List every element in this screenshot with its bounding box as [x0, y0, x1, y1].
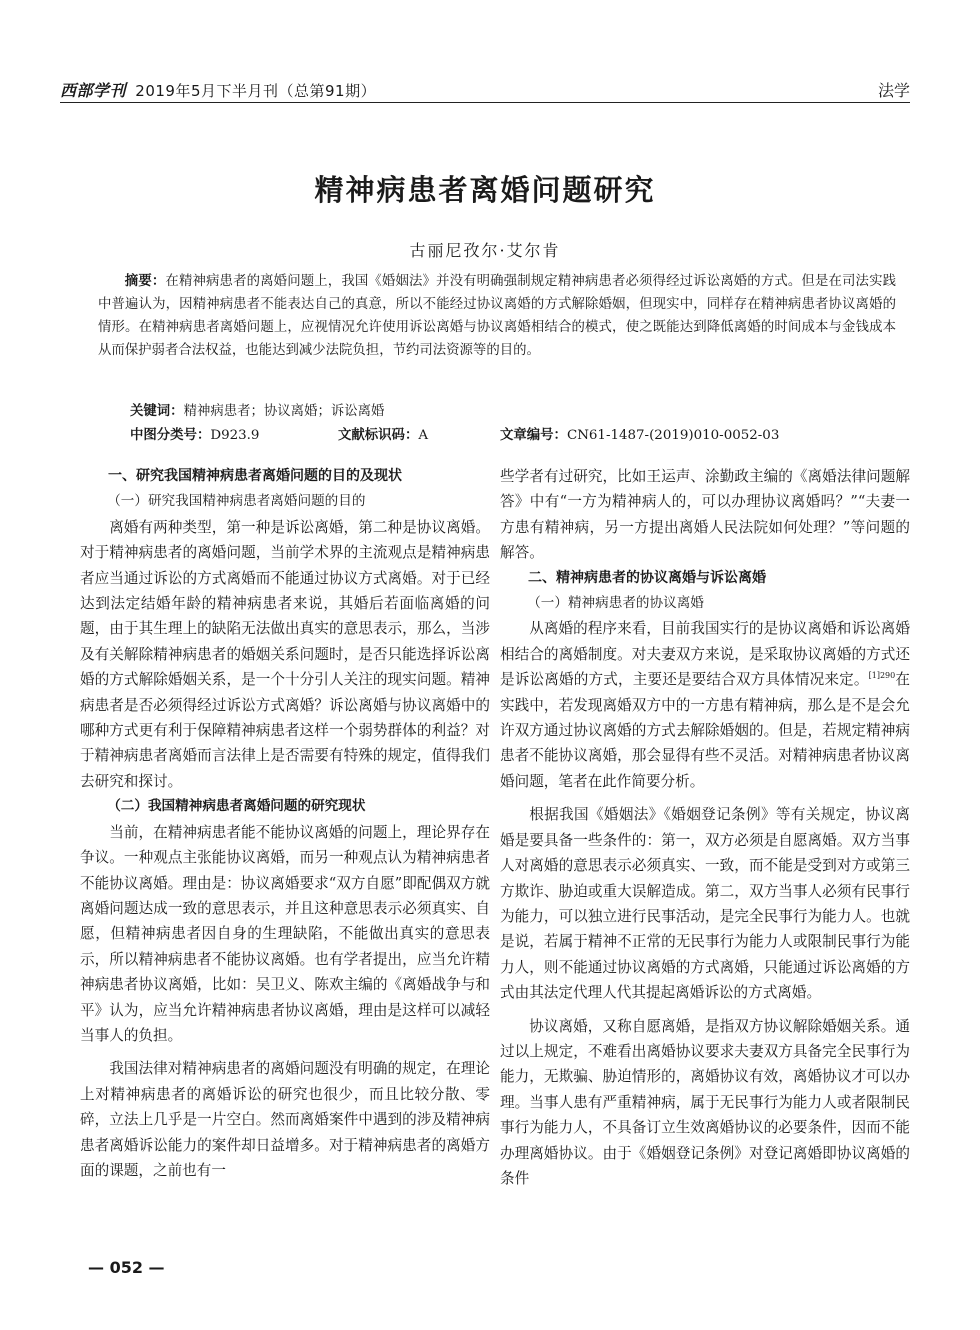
paragraph: 当前，在精神病患者能不能协议离婚的问题上，理论界存在争议。一种观点主张能协议离婚，而另一种观点认为精神病患者不能协议离婚。理由是：协议离婚要求“双方自愿”即配偶双方就离婚问题达成一致的意思表示，并且这种意思表示必须真实、自愿，但精神病患者因自身的生理缺陷，不能做出真实的意思表示，所以精神病患者不能协议离婚。也有学者提出，应当允许精神病患者协议离婚，比如：吴卫义、陈欢主编的《离婚战争与和平》认为，应当允许精神病患者协议离婚，理由是这样可以减轻当事人的负担。: [80, 823, 490, 1044]
citation: [1]290: [868, 671, 896, 681]
subsection-heading-2-1: （一）精神病患者的协议离婚: [527, 595, 704, 612]
article-value: CN61-1487-(2019)010-0052-03: [566, 428, 780, 443]
article-title: 精神病患者离婚问题研究: [314, 173, 656, 207]
subsection-heading-1-1: （一）研究我国精神病患者离婚问题的目的: [107, 493, 366, 510]
subsection-heading-1-2: （二）我国精神病患者离婚问题的研究现状: [107, 798, 366, 815]
article-author: 古丽尼孜尔·艾尔肯: [409, 241, 561, 260]
keywords: [130, 400, 890, 423]
keywords-text: 精神病患者；协议离婚；诉讼离婚: [183, 404, 385, 419]
abstract-text: 在精神病患者的离婚问题上，我国《婚姻法》并没有明确强制规定精神病患者必须得经过诉讼离婚的方式。但是在司法实践中普遍认为，因精神病患者不能表达自己的真意，所以不能经过协议离婚的方式解除婚姻，但现实中，同样存在精神病患者协议离婚的情形。在精神病患者离婚问题上，应视情况允许使用诉讼离婚与协议离婚相结合的模式，使之既能达到降低离婚的时间成本与金钱成本从而保护弱者合法权益，也能达到减少法院负担，节约司法资源等的目的。: [98, 274, 897, 358]
paragraph-text: 在实践中，若发现离婚双方中的一方患有精神病，那么是不是会允许双方通过协议离婚的方式去解除婚姻的。但是，若规定精神病患者不能协议离婚，那会显得有些不灵活。对精神病患者协议离婚问题，笔者在此作简要分析。: [500, 671, 910, 790]
clc-value: D923.9: [210, 428, 260, 443]
clc-number: [130, 424, 259, 447]
paragraph: [500, 616, 910, 794]
issue-info: 2019年5月下半月刊（总第91期）: [135, 82, 377, 100]
keywords-label: 关键词：: [130, 404, 184, 419]
classification-row: [130, 424, 910, 447]
paragraph: 根据我国《婚姻法》《婚姻登记条例》等有关规定，协议离婚是要具备一些条件的：第一，双方必须是自愿离婚。双方当事人对离婚的意思表示必须真实、一致，而不能是受到对方或第三方欺诈、胁迫或重大误解造成。第二，双方当事人必须有民事行为能力，可以独立进行民事活动，是完全民事行为能力人。也就是说，若属于精神不正常的无民事行为能力人或限制民事行为能力人，则不能通过协议离婚的方式离婚，只能通过诉讼离婚的方式由其法定代理人代其提起离婚诉讼的方式离婚。: [500, 806, 910, 1002]
section-heading-2: 二、精神病患者的协议离婚与诉讼离婚: [528, 569, 766, 586]
paragraph: 协议离婚，又称自愿离婚，是指双方协议解除婚姻关系。通过以上规定，不难看出离婚协议要求夫妻双方具备完全民事行为能力，无欺骗、胁迫情形的，离婚协议有效，离婚协议才可以办理。当事人患有严重精神病，属于无民事行为能力人或者限制民事行为能力人，不具备订立生效离婚协议的必要条件，因而不能办理离婚协议。由于《婚姻登记条例》对登记离婚即协议离婚的条件: [500, 1017, 910, 1187]
page-number: — 052 —: [88, 1258, 165, 1277]
paragraph-text: 从离婚的程序来看，目前我国实行的是协议离婚和诉讼离婚相结合的离婚制度。对夫妻双方来说，是采取协议离婚的方式还是诉讼离婚的方式，主要还是要结合双方具体情况来定。: [500, 620, 910, 689]
running-header: [60, 72, 910, 102]
doc-label: 文献标识码：: [338, 428, 419, 443]
right-column: [500, 464, 910, 1191]
header-divider: [60, 102, 910, 103]
article-label: 文章编号：: [500, 428, 567, 443]
abstract: [98, 270, 896, 362]
article-number: [500, 424, 779, 447]
doc-value: A: [418, 428, 429, 443]
left-column: [80, 464, 490, 1183]
abstract-label: 摘要：: [124, 274, 166, 289]
document-code: [338, 424, 428, 447]
journal-info: [60, 78, 376, 101]
clc-label: 中图分类号：: [130, 428, 211, 443]
journal-name: 西部学刊: [60, 81, 127, 100]
paragraph-continued: 些学者有过研究，比如王运声、涂勤政主编的《离婚法律问题解答》中有“一方为精神病人的，可以办理协议离婚吗？”“夫妻一方患有精神病，另一方提出离婚人民法院如何处理？”等问题的解答。: [500, 468, 910, 562]
section-label: 法学: [877, 81, 910, 100]
paragraph: 离婚有两种类型，第一种是诉讼离婚，第二种是协议离婚。对于精神病患者的离婚问题，当前学术界的主流观点是精神病患者应当通过诉讼的方式离婚而不能通过协议方式离婚。对于已经达到法定结婚年龄的精神病患者来说，其婚后若面临离婚的问题，由于其生理上的缺陷无法做出真实的意思表示，那么，当涉及有关解除精神病患者的婚姻关系问题时，是否只能选择诉讼离婚的方式解除婚姻关系，是一个十分引人关注的现实问题。精神病患者是否必须得经过诉讼方式离婚？诉讼离婚与协议离婚中的哪种方式更有利于保障精神病患者这样一个弱势群体的利益？对于精神病患者离婚而言法律上是否需要有特殊的规定，值得我们去研究和探讨。: [80, 518, 490, 790]
paragraph: 我国法律对精神病患者的离婚问题没有明确的规定，在理论上对精神病患者的离婚诉讼的研究也很少，而且比较分散、零碎，立法上几乎是一片空白。然而离婚案件中遇到的涉及精神病患者离婚诉讼能力的案件却日益增多。对于精神病患者的离婚方面的课题，之前也有一: [80, 1060, 490, 1179]
section-heading-1: 一、研究我国精神病患者离婚问题的目的及现状: [108, 468, 402, 484]
